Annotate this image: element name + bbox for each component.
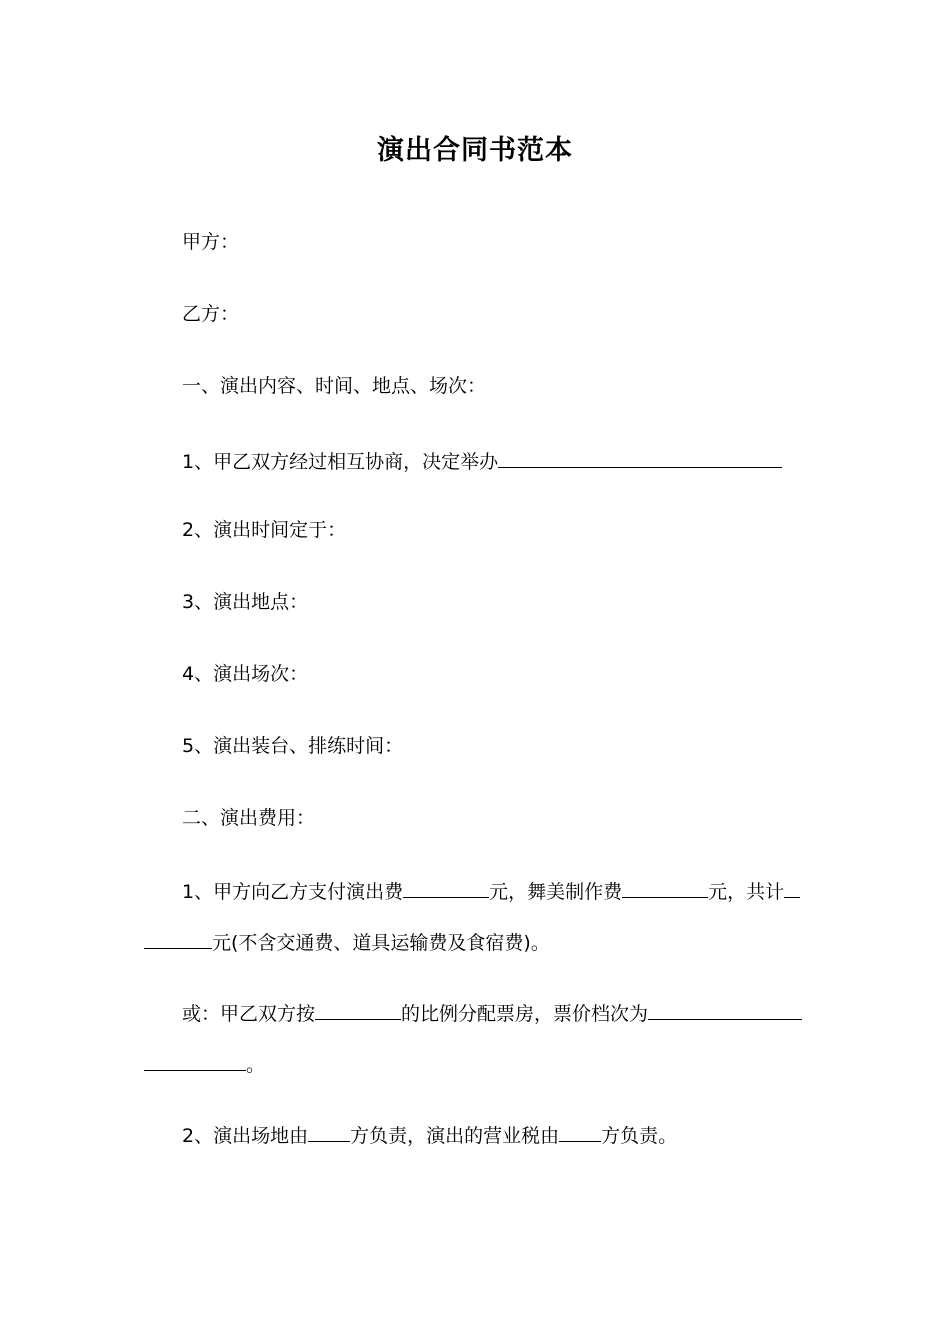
section-2-item-1 [182,878,800,905]
section-2-item-1-text-d: 元(不含交通费、道具运输费及食宿费)。 [212,932,550,954]
party-a-label: 甲方： [182,231,240,253]
section-1-item-4: 4、演出场次： [182,663,309,685]
section-1-item-5: 5、演出装台、排练时间： [182,735,404,757]
section-1-item-1-text: 1、甲乙双方经过相互协商，决定举办 [182,451,499,473]
section-1-item-1 [182,448,782,475]
section-2-alternative-text-a: 或：甲乙双方按 [182,1003,316,1025]
section-2-alternative-text-b: 的比例分配票房，票价档次为 [401,1003,649,1025]
section-2-alternative-continued [144,1051,265,1078]
blank-tax-party [559,1122,601,1142]
section-2-item-1-text-b: 元，舞美制作费 [489,881,623,903]
blank-event-name [498,448,782,468]
section-2-item-1-text-a: 1、甲方向乙方支付演出费 [182,881,404,903]
section-2-item-2-text-b: 方负责，演出的营业税由 [350,1125,560,1147]
section-2-heading: 二、演出费用： [182,807,316,829]
party-b-label: 乙方： [182,303,240,325]
blank-total-start [784,878,800,898]
section-2-alternative [182,1000,802,1027]
section-2-item-2-text-c: 方负责。 [601,1125,678,1147]
blank-ticket-price-start [648,1000,802,1020]
document-title: 演出合同书范本 [377,135,573,166]
blank-ratio [315,1000,401,1020]
section-2-alternative-text-c: 。 [246,1054,266,1076]
blank-stage-fee [622,878,708,898]
blank-venue-party [308,1122,350,1142]
blank-ticket-price-end [144,1051,246,1071]
section-1-item-2: 2、演出时间定于： [182,519,347,541]
section-1-heading: 一、演出内容、时间、地点、场次： [182,375,487,397]
blank-performance-fee [403,878,489,898]
section-2-item-2-text-a: 2、演出场地由 [182,1125,309,1147]
section-2-item-1-text-c: 元，共计 [708,881,785,903]
section-1-item-3: 3、演出地点： [182,591,309,613]
section-2-item-1-continued [144,929,550,956]
section-2-item-2 [182,1122,677,1149]
blank-total-end [144,929,212,949]
